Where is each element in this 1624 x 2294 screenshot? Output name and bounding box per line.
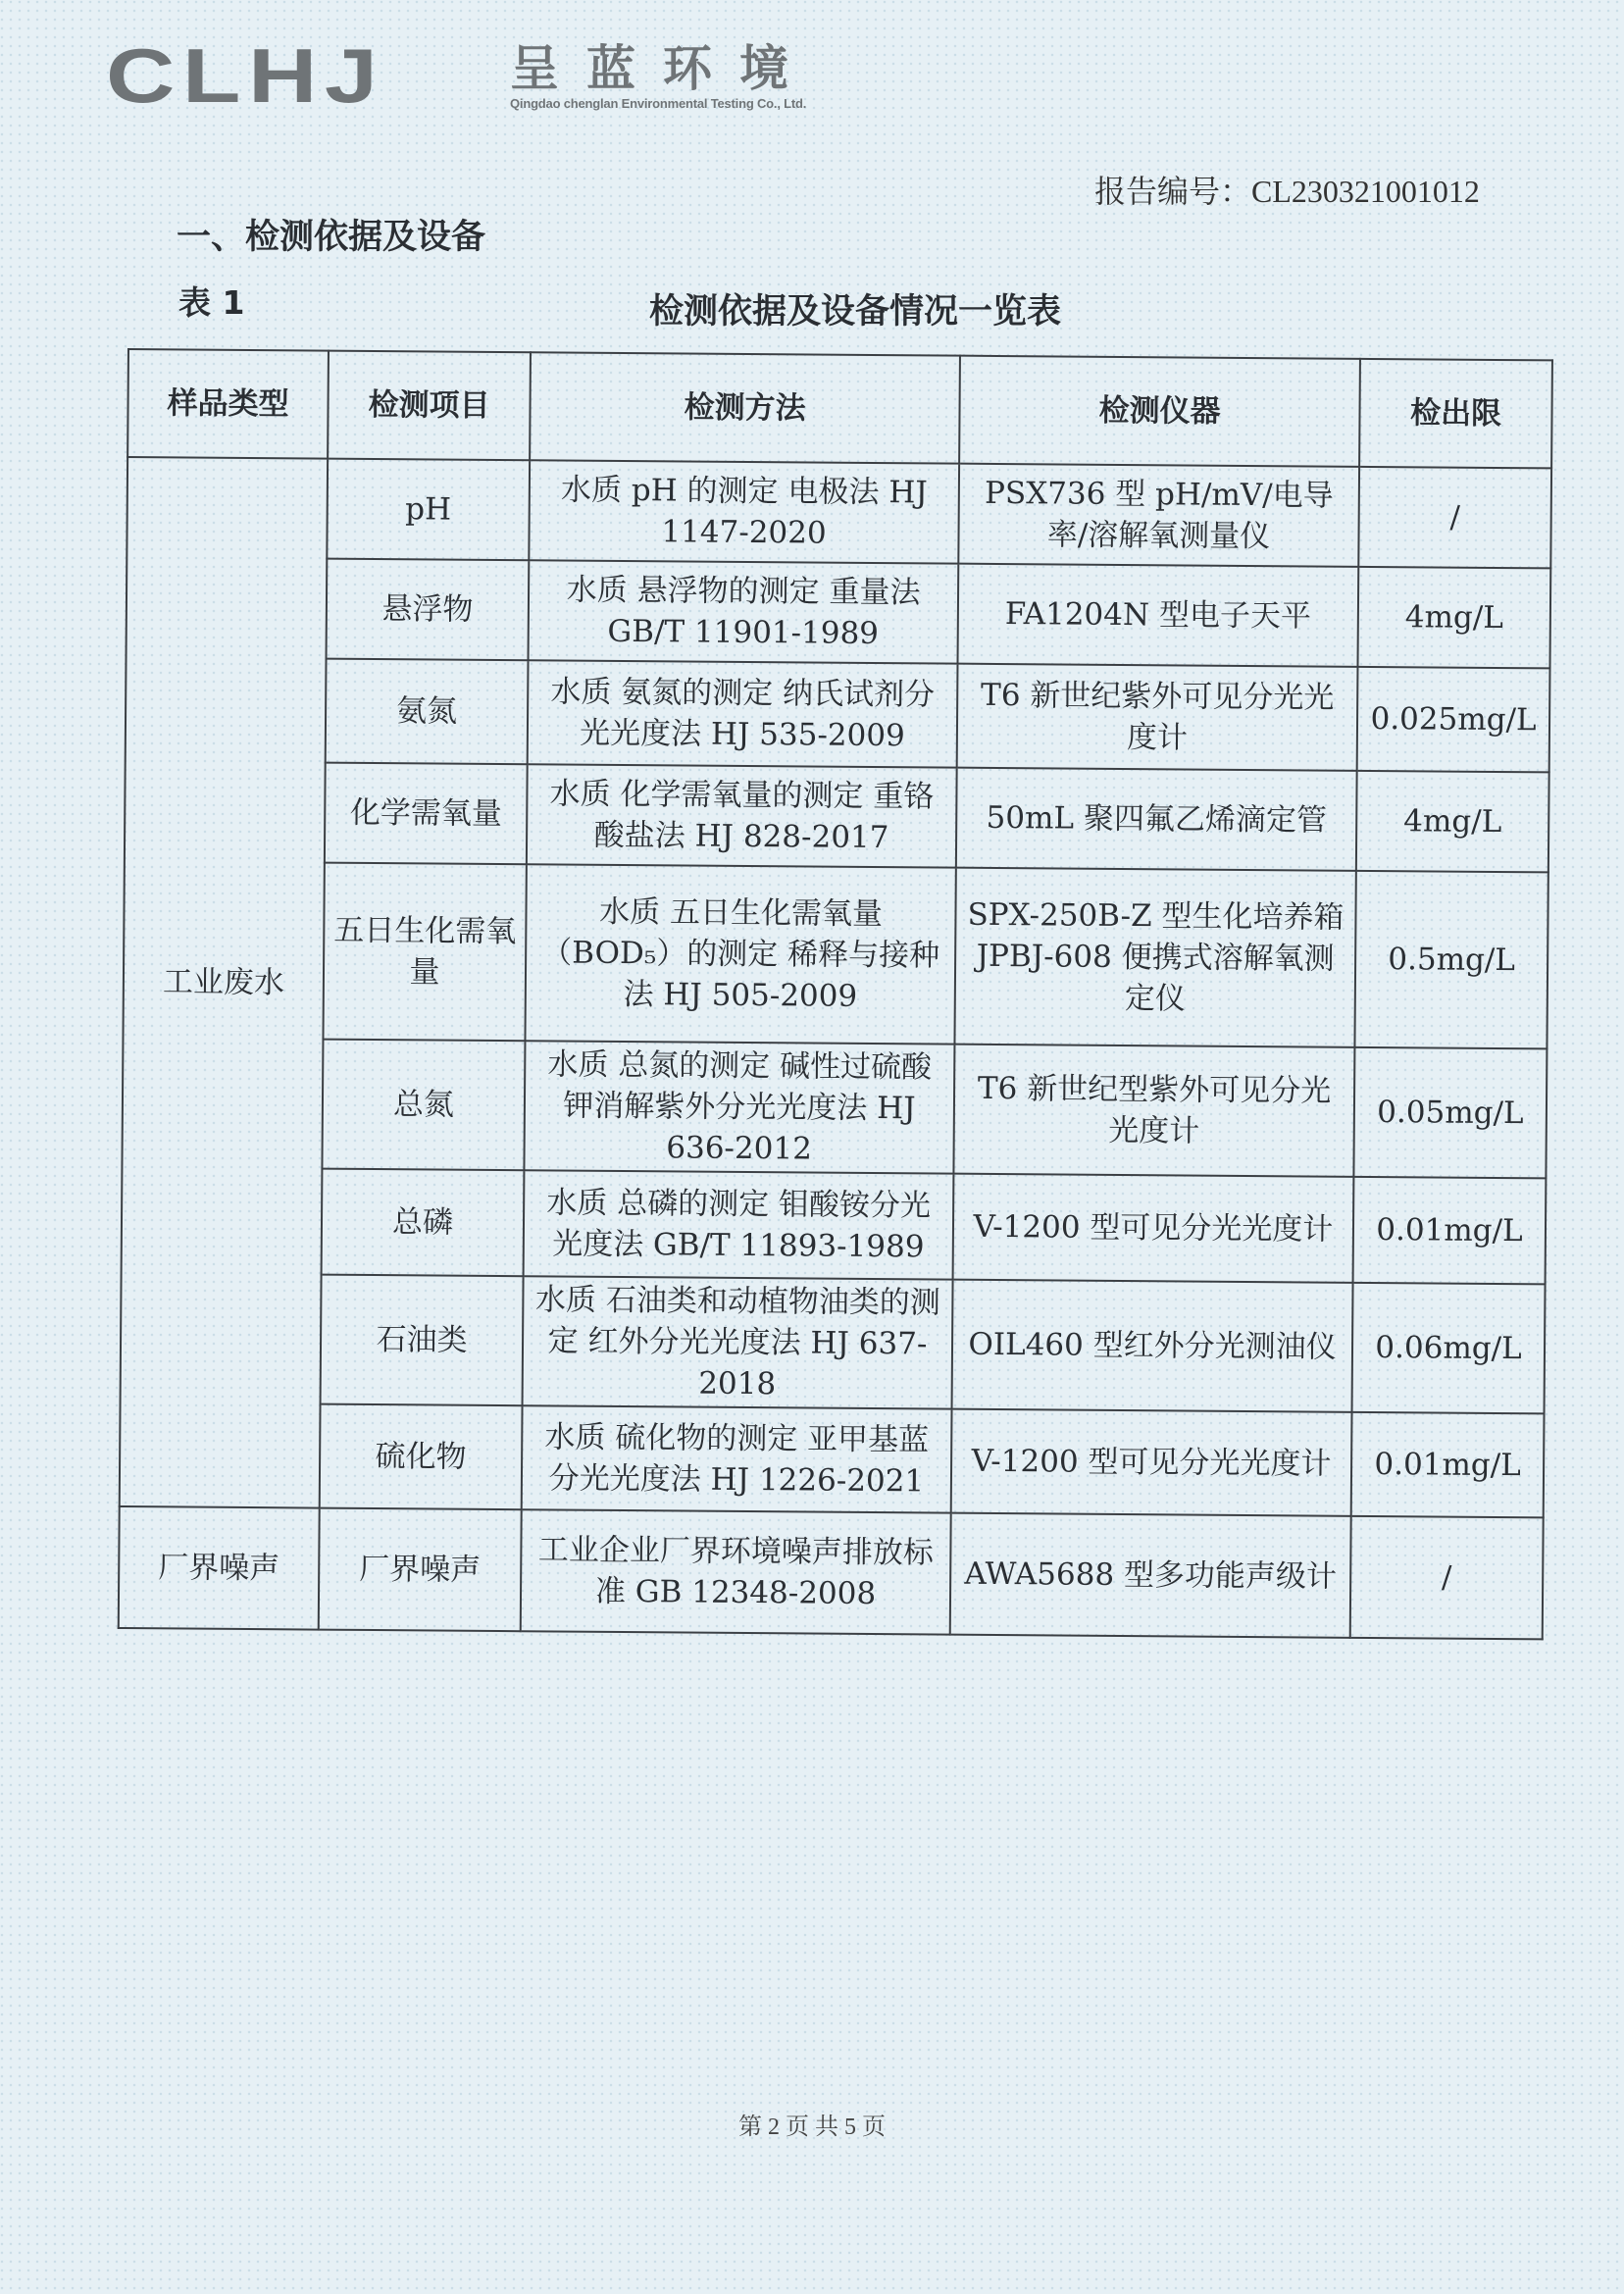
sample-type-cell: 厂界噪声: [119, 1506, 320, 1630]
table-row: [121, 1273, 1546, 1413]
method-cell: 工业企业厂界环境噪声排放标准 GB 12348-2008: [521, 1509, 951, 1634]
method-cell: 水质 总磷的测定 钼酸铵分光光度法 GB/T 11893-1989: [524, 1170, 954, 1279]
instrument-cell: 50mL 聚四氟乙烯滴定管: [956, 768, 1357, 871]
logo-mark: CLHJ: [106, 32, 385, 119]
table-label: 表 1: [178, 283, 245, 322]
table-wrapper: [118, 348, 1553, 1640]
table-row: [120, 1402, 1545, 1517]
limit-cell: 0.05mg/L: [1353, 1047, 1547, 1179]
instrument-cell: V-1200 型可见分光光度计: [953, 1174, 1354, 1283]
instrument-cell: AWA5688 型多功能声级计: [950, 1513, 1351, 1638]
table-body: [119, 457, 1551, 1639]
instrument-cell: T6 新世纪型紫外可见分光光度计: [953, 1045, 1354, 1177]
logo-english-name: Qingdao chenglan Environmental Testing Co., Ltd.: [510, 96, 807, 111]
table-title: 检测依据及设备情况一览表: [649, 292, 1062, 331]
instrument-cell: OIL460 型红外分光测油仪: [952, 1280, 1353, 1412]
method-cell: 水质 石油类和动植物油类的测定 红外分光光度法 HJ 637-2018: [523, 1276, 953, 1408]
header-cell: 检测仪器: [959, 356, 1360, 467]
limit-cell: 0.025mg/L: [1357, 667, 1550, 773]
limit-cell: /: [1358, 467, 1551, 569]
limit-cell: 4mg/L: [1357, 567, 1550, 669]
limit-cell: 0.5mg/L: [1354, 871, 1548, 1049]
report-number: 报告编号：CL230321001012: [1094, 174, 1480, 209]
table-header-row: [127, 349, 1552, 468]
method-cell: 水质 总氮的测定 碱性过硫酸钾消解紫外分光光度法 HJ 636-2012: [524, 1041, 954, 1173]
limit-cell: 0.06mg/L: [1352, 1283, 1546, 1414]
table-row: [125, 761, 1549, 872]
instrument-cell: V-1200 型可见分光光度计: [951, 1409, 1352, 1516]
instrument-cell: T6 新世纪紫外可见分光光度计: [957, 664, 1358, 771]
logo-chinese-name: 呈蓝环境: [510, 40, 816, 97]
limit-cell: 0.01mg/L: [1351, 1412, 1545, 1518]
company-logo: [106, 32, 816, 119]
logo-text-block: [510, 39, 816, 111]
limit-cell: 0.01mg/L: [1353, 1177, 1547, 1285]
method-cell: 水质 氨氮的测定 纳氏试剂分光光度法 HJ 535-2009: [528, 660, 958, 767]
table-row: [119, 1506, 1544, 1639]
equipment-table: [118, 348, 1553, 1640]
method-cell: 水质 硫化物的测定 亚甲基蓝分光光度法 HJ 1226-2021: [522, 1405, 952, 1512]
header-cell: 检出限: [1359, 359, 1552, 469]
limit-cell: 4mg/L: [1356, 771, 1549, 873]
header-cell: 样品类型: [127, 349, 329, 459]
item-cell: 厂界噪声: [319, 1508, 522, 1632]
item-cell: 五日生化需氧量: [323, 863, 526, 1042]
header-cell: 检测方法: [530, 352, 960, 463]
item-cell: 氨氮: [326, 659, 529, 765]
item-cell: 石油类: [321, 1275, 524, 1406]
table-row: [122, 1167, 1547, 1284]
header-cell: 检测项目: [328, 351, 531, 461]
item-cell: 化学需氧量: [325, 763, 528, 865]
table-row: [123, 861, 1548, 1048]
section-title: 一、检测依据及设备: [177, 218, 486, 257]
item-cell: pH: [327, 459, 530, 561]
method-cell: 水质 化学需氧量的测定 重铬酸盐法 HJ 828-2017: [527, 764, 957, 867]
table-row: [127, 557, 1551, 668]
table-row: [122, 1038, 1547, 1178]
method-cell: 水质 悬浮物的测定 重量法 GB/T 11901-1989: [529, 560, 959, 663]
instrument-cell: FA1204N 型电子天平: [957, 564, 1358, 667]
method-cell: 水质 五日生化需氧量（BOD₅）的测定 稀释与接种法 HJ 505-2009: [525, 864, 955, 1044]
table-row: [127, 457, 1551, 568]
page-footer: 第 2 页 共 5 页: [738, 2115, 886, 2140]
item-cell: 悬浮物: [327, 559, 530, 661]
instrument-cell: SPX-250B-Z 型生化培养箱 JPBJ-608 便携式溶解氧测定仪: [954, 868, 1355, 1047]
item-cell: 硫化物: [320, 1404, 523, 1510]
method-cell: 水质 pH 的测定 电极法 HJ 1147-2020: [529, 460, 959, 563]
table-row: [126, 657, 1550, 772]
limit-cell: /: [1350, 1516, 1544, 1640]
instrument-cell: PSX736 型 pH/mV/电导率/溶解氧测量仪: [958, 464, 1359, 567]
sample-type-cell: 工业废水: [120, 457, 328, 1508]
item-cell: 总磷: [322, 1169, 525, 1277]
item-cell: 总氮: [322, 1040, 525, 1171]
